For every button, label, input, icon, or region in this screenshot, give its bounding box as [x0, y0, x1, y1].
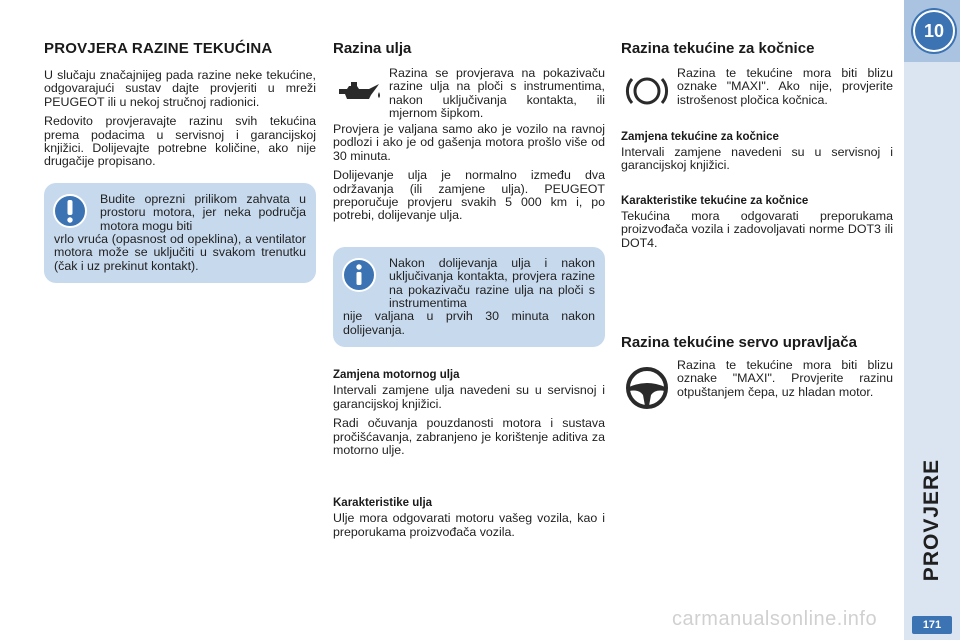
warning-text-indented: Budite oprezni prilikom zahvata u prostoru motora, jer neka područja motora mogu biti	[100, 191, 306, 233]
brake-fluid-spec-text: Tekućina mora odgovarati preporukama proizvođača vozila i zadovoljavati norme DOT3 ili DOT4.	[621, 208, 893, 250]
warning-box	[44, 183, 316, 283]
brake-fluid-change-title: Zamjena tekućine za kočnice	[621, 131, 779, 143]
brake-fluid-block	[621, 67, 893, 123]
chapter-number-badge: 10	[913, 10, 955, 52]
oil-level-block	[333, 67, 605, 123]
oil-level-title: Razina ulja	[333, 40, 412, 57]
info-icon	[341, 257, 377, 293]
column-fluid-levels	[44, 40, 316, 283]
brake-warning-icon	[621, 67, 673, 117]
watermark: carmanualsonline.info	[672, 608, 878, 630]
brake-fluid-title: Razina tekućine za kočnice	[621, 40, 815, 57]
oil-topup-text: Dolijevanje ulja je normalno između dva održavanja (ili zamjene ulja). PEUGEOT preporučuje provjeru svakih 5 000 km i, po potrebi, dolijevanje ulja.	[333, 168, 605, 223]
intro-paragraph: U slučaju značajnijeg pada razine neke tekućine, odgovarajući sustav dajte provjeriti u mreži PEUGEOT ili u nekoj stručnoj radionici.	[44, 68, 316, 109]
oil-level-text: Razina se provjerava na pokazivaču razine ulja na ploči s instrumentima, nakon uključivanja kontakta, ili mjernom šipkom.	[389, 66, 605, 121]
brake-fluid-text: Razina te tekućine mora biti blizu oznake "MAXI". Ako nije, provjerite istrošenost pločica kočnica.	[677, 66, 893, 107]
brake-fluid-spec-title: Karakteristike tekućine za kočnice	[621, 194, 809, 207]
exclamation-icon	[52, 193, 88, 229]
check-paragraph: Redovito provjeravajte razinu svih tekućina prema podacima u servisnoj i garancijskoj knjižici. Dolijevajte potrebne količine, ako nije drugačije propisano.	[44, 114, 316, 169]
oil-change-title: Zamjena motornog ulja	[333, 369, 460, 382]
oil-check-valid-text: Provjera je valjana samo ako je vozilo na ravnoj podlozi i ako je od gašenja motora prošlo više od 30 minuta.	[333, 122, 605, 163]
warning-text: vrlo vruća (opasnost od opeklina), a ventilator motora može se uključiti u svakom trenutku (čak i uz prekinut kontakt).	[54, 232, 306, 273]
column-brake-and-steering	[621, 40, 893, 415]
info-text-indented: Nakon dolijevanja ulja i nakon uključivanja kontakta, provjera razine na pokazivaču razine ulja na ploči s instrumentima	[389, 255, 595, 311]
column-oil-level	[333, 40, 605, 545]
section-title: PROVJERA RAZINE TEKUĆINA	[44, 40, 273, 57]
power-steering-title: Razina tekućine servo upravljača	[621, 334, 857, 352]
oil-can-icon	[333, 67, 385, 117]
oil-additive-text: Radi očuvanja pouzdanosti motora i sustava pročišćavanja, zabranjeno je korištenje aditiva za motorno ulje.	[333, 416, 605, 457]
info-text: nije valjana u prvih 30 minuta nakon dolijevanja.	[343, 309, 595, 337]
power-steering-block	[621, 359, 893, 415]
info-box	[333, 247, 605, 347]
oil-spec-title: Karakteristike ulja	[333, 497, 433, 510]
power-steering-text: Razina te tekućine mora biti blizu oznake "MAXI". Provjerite razinu otpuštanjem čepa, uz hladan motor.	[677, 358, 893, 399]
page-number: 171	[912, 616, 952, 634]
chapter-name-label: PROVJERE	[920, 458, 943, 582]
brake-fluid-change-text: Intervali zamjene navedeni su u servisnoj i garancijskoj knjižici.	[621, 145, 893, 173]
oil-spec-text: Ulje mora odgovarati motoru vašeg vozila, kao i preporukama proizvođača vozila.	[333, 511, 605, 539]
oil-change-interval-text: Intervali zamjene ulja navedeni su u servisnoj i garancijskoj knjižici.	[333, 383, 605, 411]
steering-wheel-icon	[621, 363, 673, 413]
chapter-name	[910, 440, 954, 600]
chapter-tab	[904, 0, 960, 640]
